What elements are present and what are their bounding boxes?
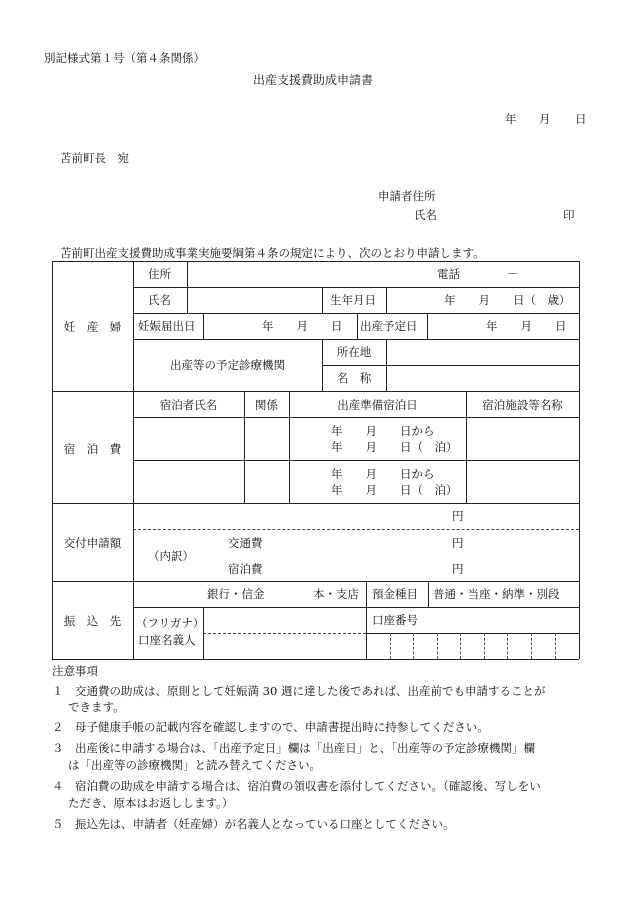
section-pregnant: 妊 産 婦 [63, 320, 122, 334]
seal-mark: 印 [563, 208, 575, 222]
deposit-options: 普通・当座・納準・別段 [433, 587, 560, 601]
date-month: 月 [539, 112, 551, 126]
label-clinic-name: 名 称 [336, 371, 372, 385]
intro-text: 苫前町出産支援費助成事業実施要綱第４条の規定により、次のとおり申請します。 [60, 246, 485, 260]
lodging-to-1: 年 月 日（ 泊） [331, 440, 458, 454]
lodging-from-1: 年 月 日から [331, 424, 435, 438]
label-phone: 電話 [437, 267, 460, 281]
grant-breakdown: （内訳） [148, 549, 194, 563]
label-account-holder: 口座名義人 [138, 633, 196, 647]
label-name: 氏名 [148, 293, 171, 307]
applicant-name-label: 氏名 [414, 208, 437, 222]
label-address: 住所 [148, 267, 171, 281]
note-3a: ３ 出産後に申請する場合は、「出産予定日」欄は「出産日」と、「出産等の予定診療機関」欄 [52, 741, 535, 755]
label-branch: 本・支店 [313, 587, 359, 601]
note-1a: １ 交通費の助成は、原則として妊娠満 30 週に達した後であれば、出産前でも申請することが [52, 684, 546, 698]
due-date-value: 年 月 日 [486, 319, 567, 333]
grant-total-yen: 円 [452, 509, 464, 523]
lodging-to-2: 年 月 日（ 泊） [331, 483, 458, 497]
birthdate-value: 年 月 日（ 歳） [444, 293, 571, 307]
label-deposit-type: 預金種目 [372, 587, 418, 601]
grant-lodging: 宿泊費 [228, 562, 263, 576]
phone-dash: － [507, 267, 519, 281]
notes-heading: 注意事項 [52, 664, 98, 678]
label-account-number: 口座番号 [372, 613, 418, 627]
grant-transport: 交通費 [228, 536, 263, 550]
col-relation: 関係 [255, 398, 278, 412]
note-4a: ４ 宿泊費の助成を申請する場合は、宿泊費の領収書を添付してください。（確認後、写しをい [52, 779, 541, 793]
section-lodging: 宿 泊 費 [63, 442, 122, 456]
label-pregnancy-date: 妊娠届出日 [138, 319, 196, 333]
note-2: ２ 母子健康手帳の記載内容を確認しますので、申請書提出時に持参してください。 [52, 720, 489, 734]
form-title: 出産支援費助成申請書 [253, 73, 374, 87]
note-3b: は「出産等の診療機関」と読み替えてください。 [68, 758, 321, 772]
col-facility: 宿泊施設等名称 [482, 398, 563, 412]
label-bank: 銀行・信金 [207, 587, 265, 601]
section-grant: 交付申請額 [63, 536, 122, 550]
note-5: ５ 振込先は、申請者（妊産婦）が名義人となっている口座としてください。 [52, 817, 455, 831]
pregnancy-date-value: 年 月 日 [262, 319, 343, 333]
date-day: 日 [575, 112, 587, 126]
label-clinic: 出産等の予定診療機関 [170, 358, 285, 372]
label-furigana: （フリガナ） [136, 616, 205, 630]
label-location: 所在地 [336, 345, 372, 359]
note-1b: できます。 [68, 700, 125, 714]
section-transfer: 振 込 先 [63, 614, 122, 628]
col-lodger-name: 宿泊者氏名 [159, 398, 218, 412]
transport-yen: 円 [452, 536, 464, 550]
label-due-date: 出産予定日 [360, 319, 418, 333]
label-birthdate: 生年月日 [330, 293, 376, 307]
lodging-from-2: 年 月 日から [331, 467, 435, 481]
col-lodging-date: 出産準備宿泊日 [337, 398, 418, 412]
addressee: 苫前町長 宛 [60, 151, 129, 165]
form-number: 別記様式第１号（第４条関係） [44, 51, 205, 65]
lodging-yen: 円 [452, 562, 464, 576]
applicant-address-label: 申請者住所 [378, 189, 436, 203]
note-4b: ただき、原本はお返しします。） [68, 796, 234, 810]
date-year: 年 [505, 112, 517, 126]
